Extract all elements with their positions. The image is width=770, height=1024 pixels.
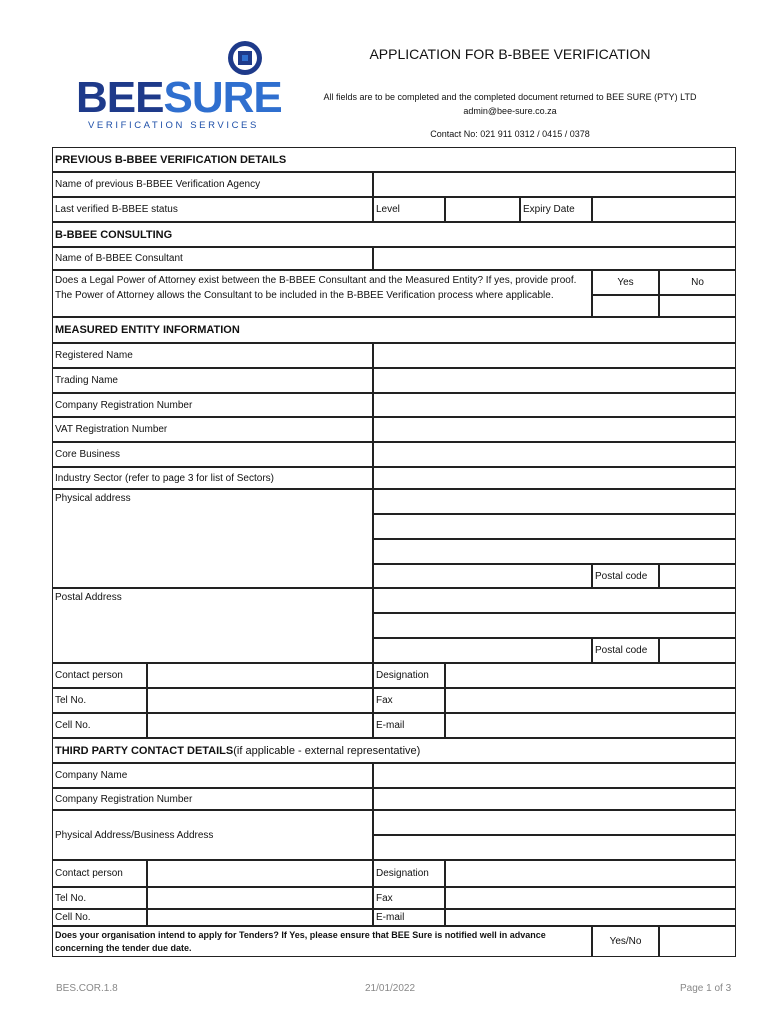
section-heading-previous: PREVIOUS B-BBEE VERIFICATION DETAILS — [52, 147, 736, 172]
tp-email-label: E-mail — [373, 909, 445, 926]
tp-company-reg-label: Company Registration Number — [52, 788, 373, 810]
company-reg-label: Company Registration Number — [52, 393, 373, 417]
physical-address-line-4[interactable] — [373, 564, 592, 588]
tp-cell-input[interactable] — [147, 909, 373, 926]
level-label: Level — [373, 197, 445, 222]
beesure-logo — [74, 40, 282, 132]
industry-sector-input[interactable] — [373, 467, 736, 489]
tp-company-reg-input[interactable] — [373, 788, 736, 810]
designation-label: Designation — [373, 663, 445, 688]
consultant-name-input[interactable] — [373, 247, 736, 270]
tender-question: Does your organisation intend to apply for Tenders? If Yes, please ensure that BEE Sure is notified well in advance concerning the tender due date. — [52, 926, 592, 957]
physical-address-line-3[interactable] — [373, 539, 736, 564]
tp-physical-address-label: Physical Address/Business Address — [52, 810, 373, 860]
tender-yes-no-label: Yes/No — [592, 926, 659, 957]
physical-address-line-2[interactable] — [373, 514, 736, 539]
contact-person-input[interactable] — [147, 663, 373, 688]
contact-numbers: Contact No: 021 911 0312 / 0415 / 0378 — [430, 129, 590, 139]
expiry-date-input[interactable] — [592, 197, 736, 222]
tp-tel-input[interactable] — [147, 887, 373, 909]
poa-no-checkbox[interactable] — [659, 295, 736, 317]
postal-address-label: Postal Address — [52, 588, 373, 663]
tp-cell-label: Cell No. — [52, 909, 147, 926]
cell-input[interactable] — [147, 713, 373, 738]
tp-designation-label: Designation — [373, 860, 445, 887]
tp-email-input[interactable] — [445, 909, 736, 926]
document-code: BES.COR.1.8 — [56, 983, 118, 994]
postal-address-line-2[interactable] — [373, 613, 736, 638]
trading-name-label: Trading Name — [52, 368, 373, 393]
page-title: APPLICATION FOR B-BBEE VERIFICATION — [369, 46, 651, 62]
tel-input[interactable] — [147, 688, 373, 713]
logo-wordmark: BEESURE — [76, 73, 282, 122]
physical-address-label: Physical address — [52, 489, 373, 588]
tp-fax-label: Fax — [373, 887, 445, 909]
page-number: Page 1 of 3 — [680, 983, 732, 994]
cell-label: Cell No. — [52, 713, 147, 738]
physical-postal-code-label: Postal code — [592, 564, 659, 588]
postal-address-line-1[interactable] — [373, 588, 736, 613]
registered-name-input[interactable] — [373, 343, 736, 368]
trading-name-input[interactable] — [373, 368, 736, 393]
level-input[interactable] — [445, 197, 520, 222]
core-business-label: Core Business — [52, 442, 373, 467]
postal-postal-code-label: Postal code — [592, 638, 659, 663]
section-heading-consulting: B-BBEE CONSULTING — [52, 222, 736, 247]
email-input[interactable] — [445, 713, 736, 738]
physical-address-line-1[interactable] — [373, 489, 736, 514]
power-of-attorney-question: Does a Legal Power of Attorney exist between the B-BBEE Consultant and the Measured Entity? If yes, provide proof. The Power of Attorney allows the Consultant to be included in the B-BBEE Verification process where applicable. — [52, 270, 592, 317]
section-heading-measured: MEASURED ENTITY INFORMATION — [52, 317, 736, 343]
email-label: E-mail — [373, 713, 445, 738]
section-heading-third-party — [52, 738, 736, 763]
tp-physical-address-line-2[interactable] — [373, 835, 736, 860]
physical-postal-code-input[interactable] — [659, 564, 736, 588]
tp-physical-address-line-1[interactable] — [373, 810, 736, 835]
tender-yes-no-input[interactable] — [659, 926, 736, 957]
tp-contact-person-input[interactable] — [147, 860, 373, 887]
tel-label: Tel No. — [52, 688, 147, 713]
tp-company-name-input[interactable] — [373, 763, 736, 788]
instruction-text: All fields are to be completed and the completed document returned to BEE SURE (PTY) LTD — [323, 92, 697, 102]
vat-reg-label: VAT Registration Number — [52, 417, 373, 442]
consultant-name-label: Name of B-BBEE Consultant — [52, 247, 373, 270]
tp-company-name-label: Company Name — [52, 763, 373, 788]
tp-designation-input[interactable] — [445, 860, 736, 887]
document-date: 21/01/2022 — [365, 983, 416, 994]
poa-yes-checkbox[interactable] — [592, 295, 659, 317]
contact-person-label: Contact person — [52, 663, 147, 688]
logo-mark-icon — [227, 40, 263, 76]
logo-subtitle: VERIFICATION SERVICES — [88, 120, 259, 131]
last-status-label: Last verified B-BBEE status — [52, 197, 373, 222]
third-party-heading-note: (if applicable - external representative) — [233, 744, 421, 757]
tp-tel-label: Tel No. — [52, 887, 147, 909]
industry-sector-label: Industry Sector (refer to page 3 for list of Sectors) — [52, 467, 373, 489]
poa-yes-label: Yes — [592, 270, 659, 295]
tp-fax-input[interactable] — [445, 887, 736, 909]
poa-no-label: No — [659, 270, 736, 295]
previous-agency-label: Name of previous B-BBEE Verification Agency — [52, 172, 373, 197]
vat-reg-input[interactable] — [373, 417, 736, 442]
company-reg-input[interactable] — [373, 393, 736, 417]
previous-agency-input[interactable] — [373, 172, 736, 197]
tp-contact-person-label: Contact person — [52, 860, 147, 887]
postal-address-line-3[interactable] — [373, 638, 592, 663]
designation-input[interactable] — [445, 663, 736, 688]
third-party-heading-text: THIRD PARTY CONTACT DETAILS — [55, 744, 234, 757]
expiry-date-label: Expiry Date — [520, 197, 592, 222]
registered-name-label: Registered Name — [52, 343, 373, 368]
postal-postal-code-input[interactable] — [659, 638, 736, 663]
core-business-input[interactable] — [373, 442, 736, 467]
return-email: admin@bee-sure.co.za — [463, 106, 557, 116]
fax-input[interactable] — [445, 688, 736, 713]
fax-label: Fax — [373, 688, 445, 713]
